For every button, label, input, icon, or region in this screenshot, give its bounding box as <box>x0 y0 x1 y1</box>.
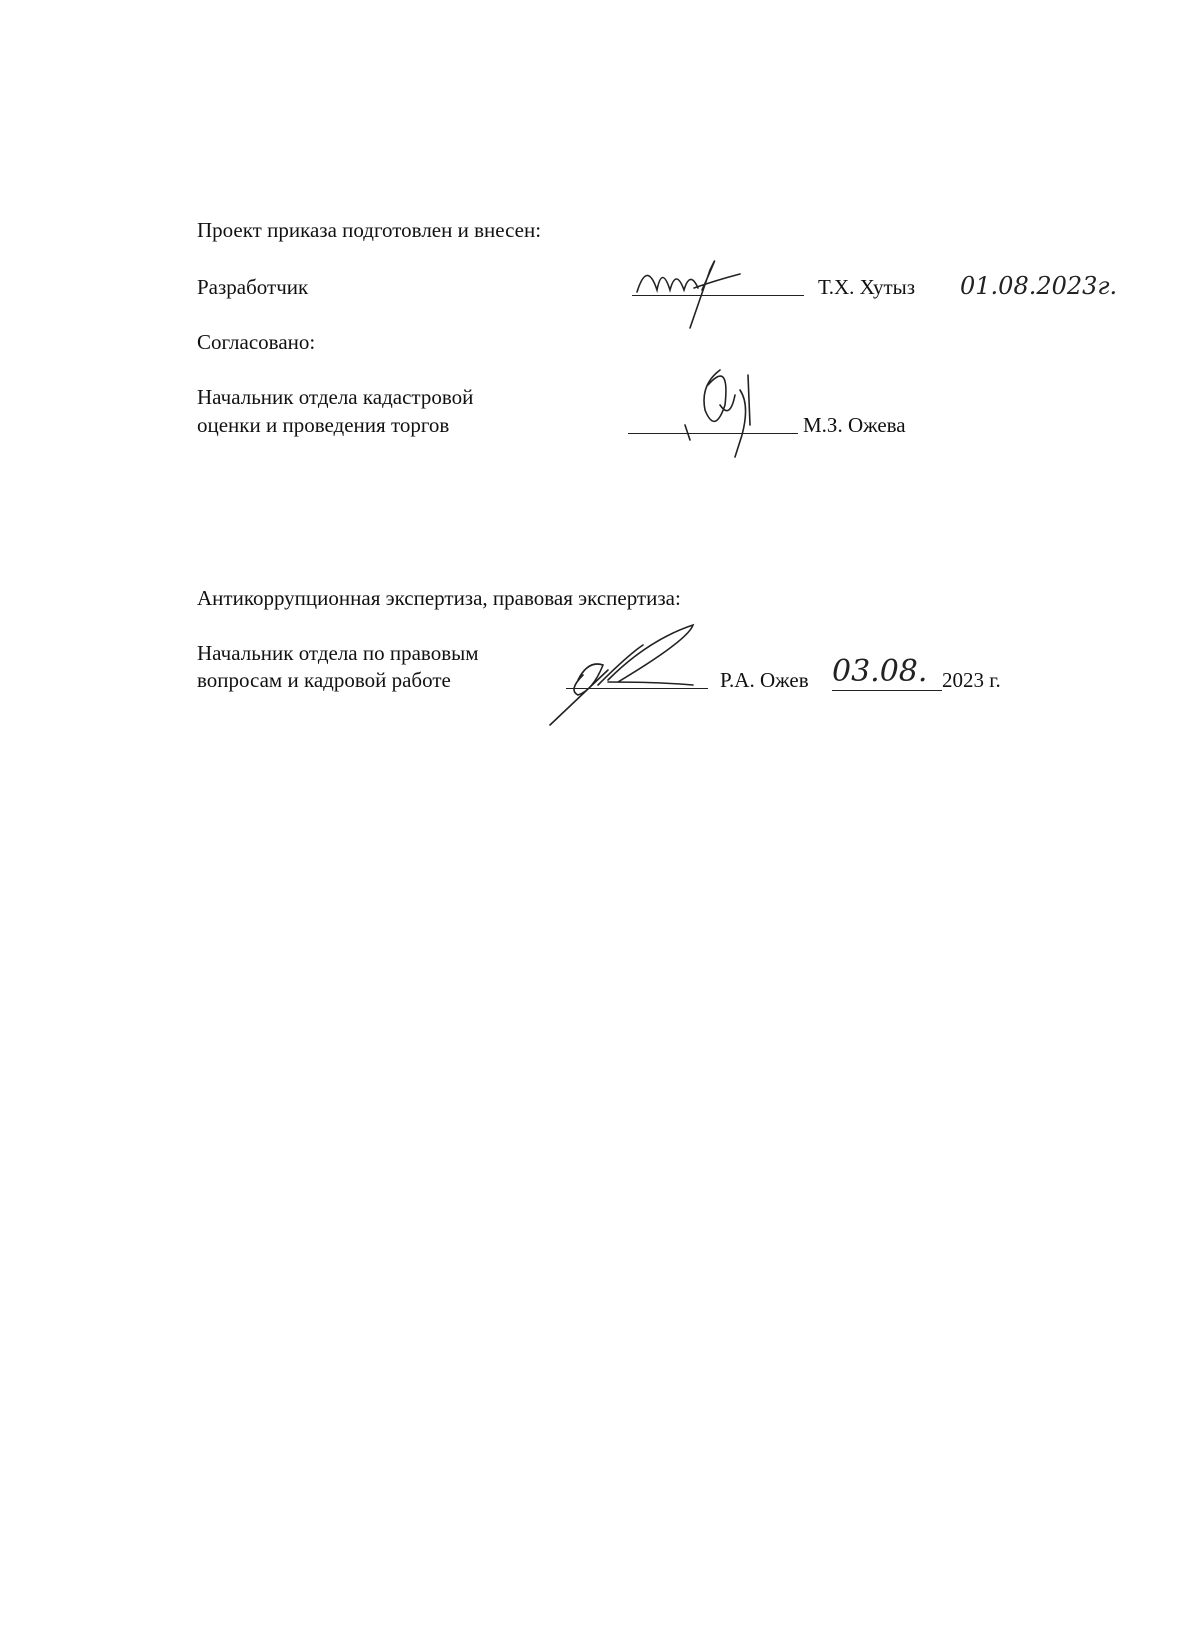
cadastral-signature <box>680 365 770 460</box>
legal-date: 03.08. <box>832 654 928 689</box>
legal-year: 2023 г. <box>942 668 1001 692</box>
legal-name: Р.А. Ожев <box>720 668 809 692</box>
developer-signature <box>632 250 752 330</box>
legal-signature <box>548 620 708 730</box>
developer-role: Разработчик <box>197 275 309 299</box>
intro-text: Проект приказа подготовлен и внесен: <box>197 218 542 242</box>
legal-date-line <box>832 690 942 691</box>
expertise-label: Антикоррупционная экспертиза, правовая экспертиза: <box>197 586 681 610</box>
developer-signature-line <box>632 295 804 296</box>
cadastral-signature-line <box>628 433 798 434</box>
agreed-label: Согласовано: <box>197 330 316 354</box>
legal-signature-line <box>566 688 708 689</box>
developer-name: Т.Х. Хутыз <box>818 275 916 299</box>
cadastral-role-line1: Начальник отдела кадастровой <box>197 385 474 409</box>
legal-role-line1: Начальник отдела по правовым <box>197 641 479 665</box>
developer-date: 01.08.2023г. <box>960 272 1118 300</box>
cadastral-name: М.З. Ожева <box>803 413 906 437</box>
cadastral-role-line2: оценки и проведения торгов <box>197 413 450 437</box>
legal-role-line2: вопросам и кадровой работе <box>197 668 451 692</box>
